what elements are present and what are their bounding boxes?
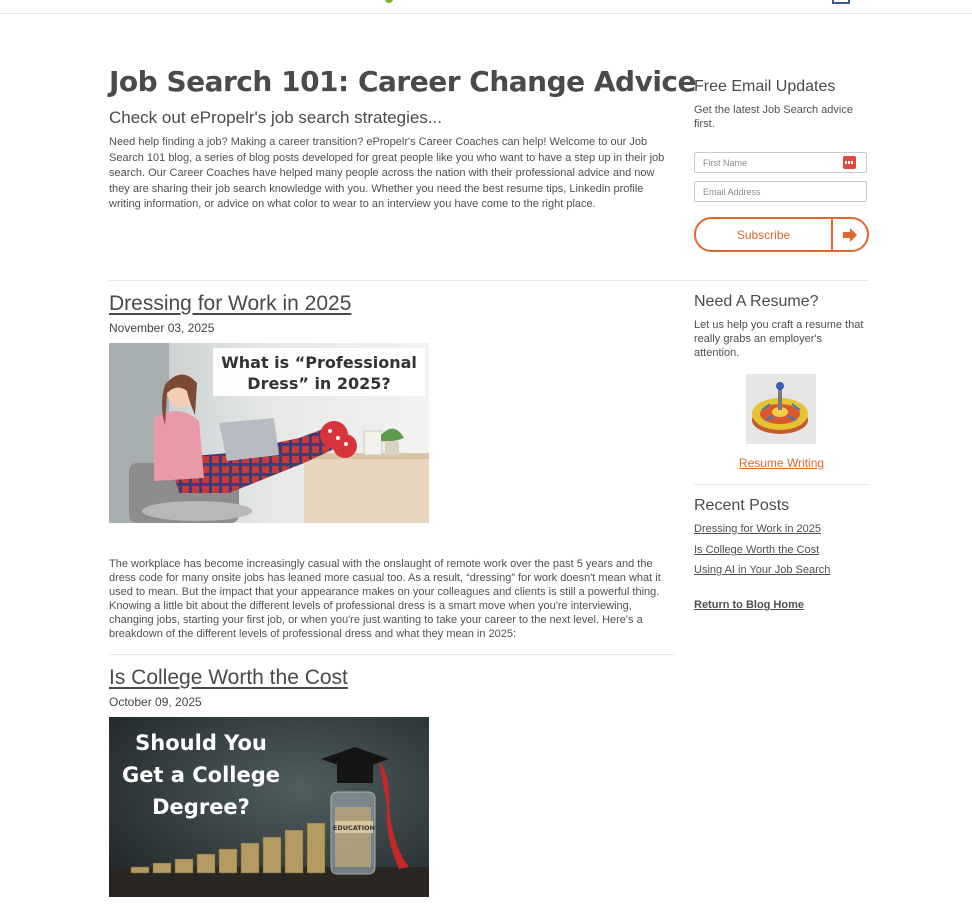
- image-caption-line: Should You: [135, 731, 267, 755]
- post-title-link[interactable]: Is College Worth the Cost: [109, 666, 348, 689]
- post-date: November 03, 2025: [109, 321, 215, 335]
- resume-image[interactable]: [746, 374, 816, 444]
- divider: [694, 484, 869, 485]
- first-name-field[interactable]: [694, 152, 867, 173]
- top-nav-bar: [0, 0, 972, 14]
- subscribe-button-label: Subscribe: [736, 227, 791, 242]
- divider: [109, 654, 675, 655]
- image-caption-line: Dress” in 2025?: [247, 374, 391, 393]
- post-image-art: [109, 343, 429, 523]
- email-updates-heading: Free Email Updates: [694, 78, 836, 95]
- page-subtitle: Check out ePropelr's job search strategies...: [109, 108, 443, 127]
- post-excerpt: The workplace has become increasingly casual with the onslaught of remote work over the past 5 years and the dress code for many onsite jobs has leaned more casual too. As a result, “dressing” for work doesn't mean what it used to mean. But the impact that your appearance makes on your colleagues and clients is still a powerful thing. Knowing a little bit about the different levels of professional dress is a smart move when you're interviewing, changing jobs, starting your first job, or when you're just wanting to take your career to the next level. Here's a breakdown of the different levels of professional dress and what they mean in 2025:: [109, 558, 661, 640]
- page-title: Job Search 101: Career Change Advice: [109, 65, 697, 98]
- image-caption-line: What is “Professional: [221, 353, 417, 372]
- post-image-professional-dress[interactable]: [109, 343, 429, 523]
- menu-icon[interactable]: [832, 0, 850, 4]
- recent-post-link[interactable]: Is College Worth the Cost: [694, 544, 820, 556]
- return-to-blog-home-link[interactable]: Return to Blog Home: [694, 599, 804, 611]
- post-title-link[interactable]: Dressing for Work in 2025: [109, 292, 352, 315]
- image-caption-line: Degree?: [152, 795, 250, 819]
- image-caption-line: Get a College: [121, 763, 281, 787]
- post-image-college[interactable]: [109, 717, 429, 897]
- recent-post-link[interactable]: Using AI in Your Job Search: [694, 564, 831, 576]
- recent-posts-heading: Recent Posts: [694, 497, 790, 514]
- page-intro: Need help finding a job? Making a career transition? ePropelr's Career Coaches can help! Welcome to our Job Search 101 blog, a series of blog posts developed for great people like you who want to have a step up in their job search. Our Career Coaches have helped many people across the nation with their professional advice and now they are sharing their job search knowledge with you. Whether you need the best resume tips, Linkedin profile writing information, or advice on what color to wear to an interview you have come to the right place.: [109, 136, 665, 210]
- post-date: October 09, 2025: [109, 695, 202, 709]
- resume-text: Let us help you craft a resume that really grabs an employer's attention.: [694, 319, 864, 359]
- arrow-right-icon: [831, 219, 867, 250]
- autofill-icon[interactable]: [843, 156, 856, 169]
- email-field[interactable]: [694, 181, 867, 202]
- resume-heading: Need A Resume?: [694, 293, 819, 310]
- divider: [109, 280, 869, 281]
- spinning-top-icon: [746, 374, 816, 444]
- recent-post-link[interactable]: Dressing for Work in 2025: [694, 523, 821, 535]
- subscribe-button[interactable]: [694, 217, 869, 252]
- logo-mark[interactable]: [385, 0, 393, 3]
- email-updates-text: Get the latest Job Search advice first.: [694, 104, 853, 130]
- post-image-art: [109, 717, 429, 897]
- jar-label: EDUCATION: [332, 824, 376, 832]
- resume-writing-link[interactable]: Resume Writing: [738, 456, 825, 470]
